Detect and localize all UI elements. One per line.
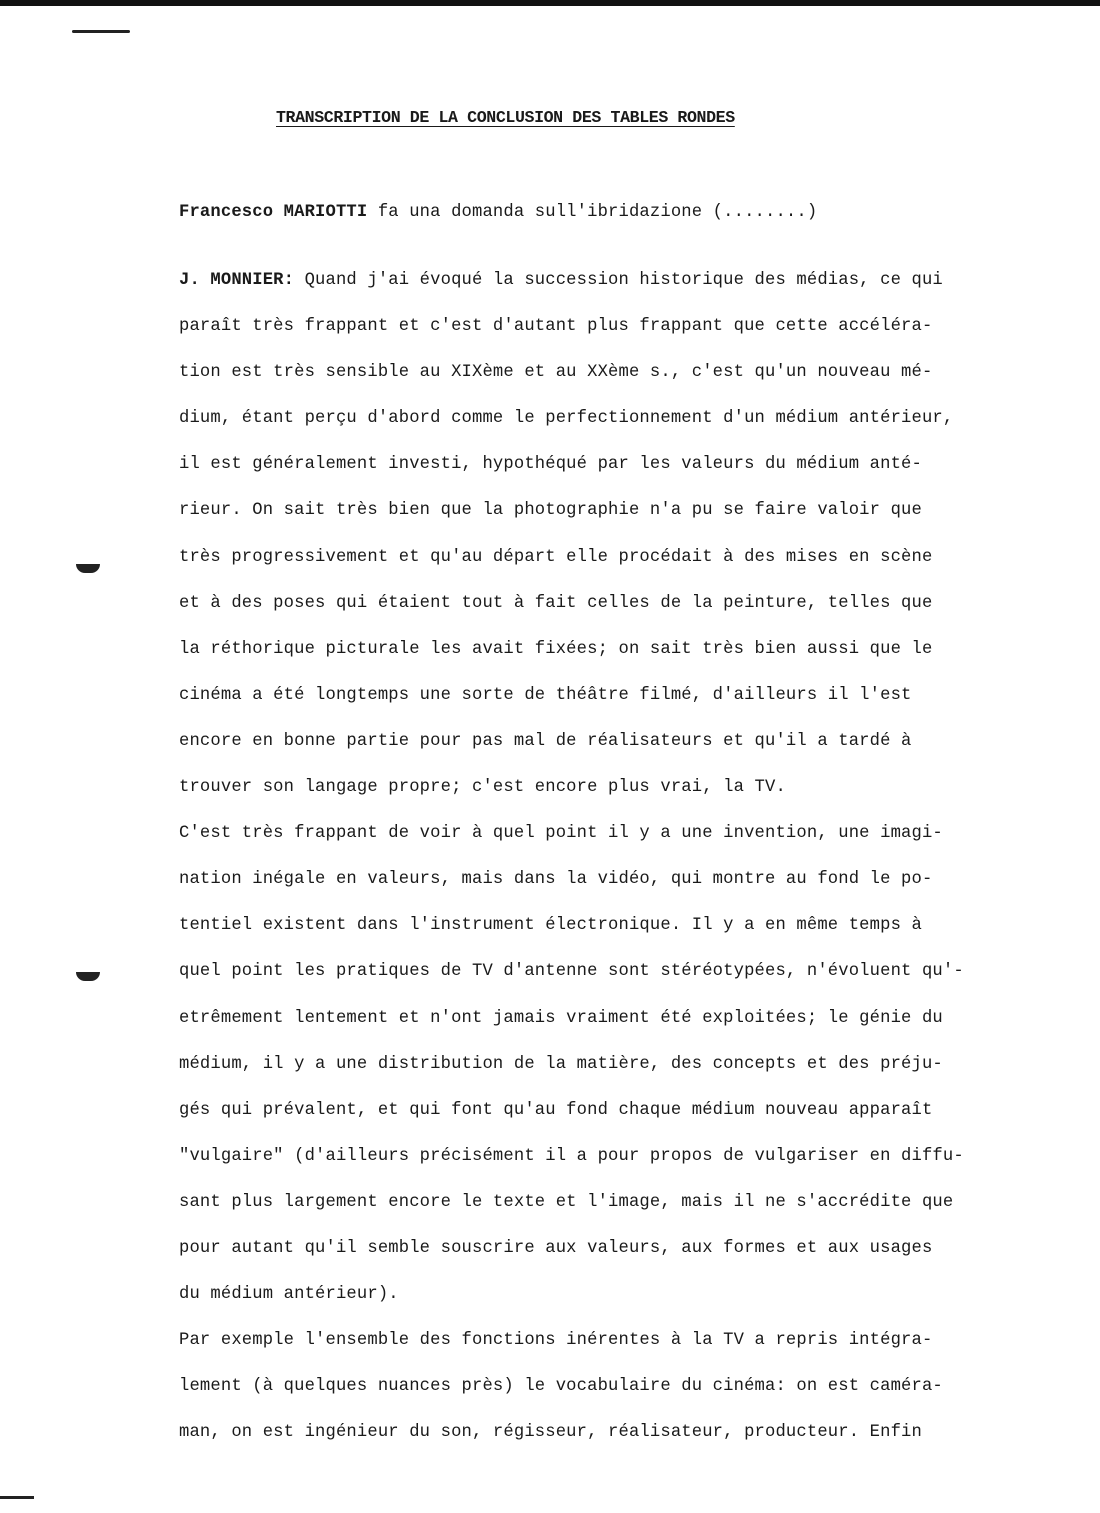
speaker-name: J. MONNIER: [179, 271, 295, 290]
line-text: Quand j'ai évoqué la succession historique des médias, ce qui [294, 271, 943, 290]
line-text: fa una domanda sull'ibridazione (........) [367, 203, 818, 222]
transcript-line: et à des poses qui étaient tout à fait celles de la peinture, telles que [179, 593, 933, 613]
transcript-line: man, on est ingénieur du son, régisseur, réalisateur, producteur. Enfin [179, 1423, 922, 1443]
transcript-line: C'est très frappant de voir à quel point il y a une invention, une imagi- [179, 824, 943, 844]
transcript-line: gés qui prévalent, et qui font qu'au fond chaque médium nouveau apparaît [179, 1100, 933, 1120]
transcript-line: nation inégale en valeurs, mais dans la vidéo, qui montre au fond le po- [179, 870, 933, 890]
transcript-line: trouver son langage propre; c'est encore plus vrai, la TV. [179, 778, 786, 798]
transcript-line: la réthorique picturale les avait fixées; on sait très bien aussi que le [179, 639, 933, 659]
transcript-line: dium, étant perçu d'abord comme le perfectionnement d'un médium antérieur, [179, 409, 954, 429]
scan-bottom-left-mark [0, 1496, 34, 1499]
transcript-line: tentiel existent dans l'instrument électronique. Il y a en même temps à [179, 916, 922, 936]
transcript-line: pour autant qu'il semble souscrire aux valeurs, aux formes et aux usages [179, 1238, 933, 1258]
speaker-name: Francesco MARIOTTI [179, 203, 368, 222]
transcript-line: quel point les pratiques de TV d'antenne sont stéréotypées, n'évoluent qu'- [179, 962, 964, 982]
transcript-line: encore en bonne partie pour pas mal de réalisateurs et qu'il a tardé à [179, 731, 912, 751]
scan-top-edge [0, 0, 1100, 6]
punch-hole-upper [76, 564, 100, 573]
transcript-body [179, 200, 999, 1456]
transcript-line [179, 200, 999, 258]
transcript-line: etrêmement lentement et n'ont jamais vraiment été exploitées; le génie du [179, 1008, 943, 1028]
transcript-line: sant plus largement encore le texte et l'image, mais il ne s'accrédite que [179, 1192, 954, 1212]
transcript-line: lement (à quelques nuances près) le vocabulaire du cinéma: on est caméra- [179, 1377, 943, 1397]
transcript-line [179, 258, 999, 304]
transcript-line: Par exemple l'ensemble des fonctions inérentes à la TV a repris intégra- [179, 1331, 933, 1351]
page-title: TRANSCRIPTION DE LA CONCLUSION DES TABLES RONDES [276, 108, 735, 127]
transcript-line: rieur. On sait très bien que la photographie n'a pu se faire valoir que [179, 501, 922, 521]
transcript-line: tion est très sensible au XIXème et au XXème s., c'est qu'un nouveau mé- [179, 363, 933, 383]
corner-pen-mark [72, 30, 130, 33]
transcript-line: médium, il y a une distribution de la matière, des concepts et des préju- [179, 1054, 943, 1074]
transcript-line: "vulgaire" (d'ailleurs précisément il a pour propos de vulgariser en diffu- [179, 1146, 964, 1166]
transcript-line: cinéma a été longtemps une sorte de théâtre filmé, d'ailleurs il l'est [179, 685, 912, 705]
punch-hole-lower [76, 972, 100, 981]
transcript-line: il est généralement investi, hypothéqué par les valeurs du médium anté- [179, 455, 922, 475]
transcript-line: paraît très frappant et c'est d'autant plus frappant que cette accéléra- [179, 317, 933, 337]
transcript-line: du médium antérieur). [179, 1285, 399, 1305]
transcript-line: très progressivement et qu'au départ elle procédait à des mises en scène [179, 547, 933, 567]
